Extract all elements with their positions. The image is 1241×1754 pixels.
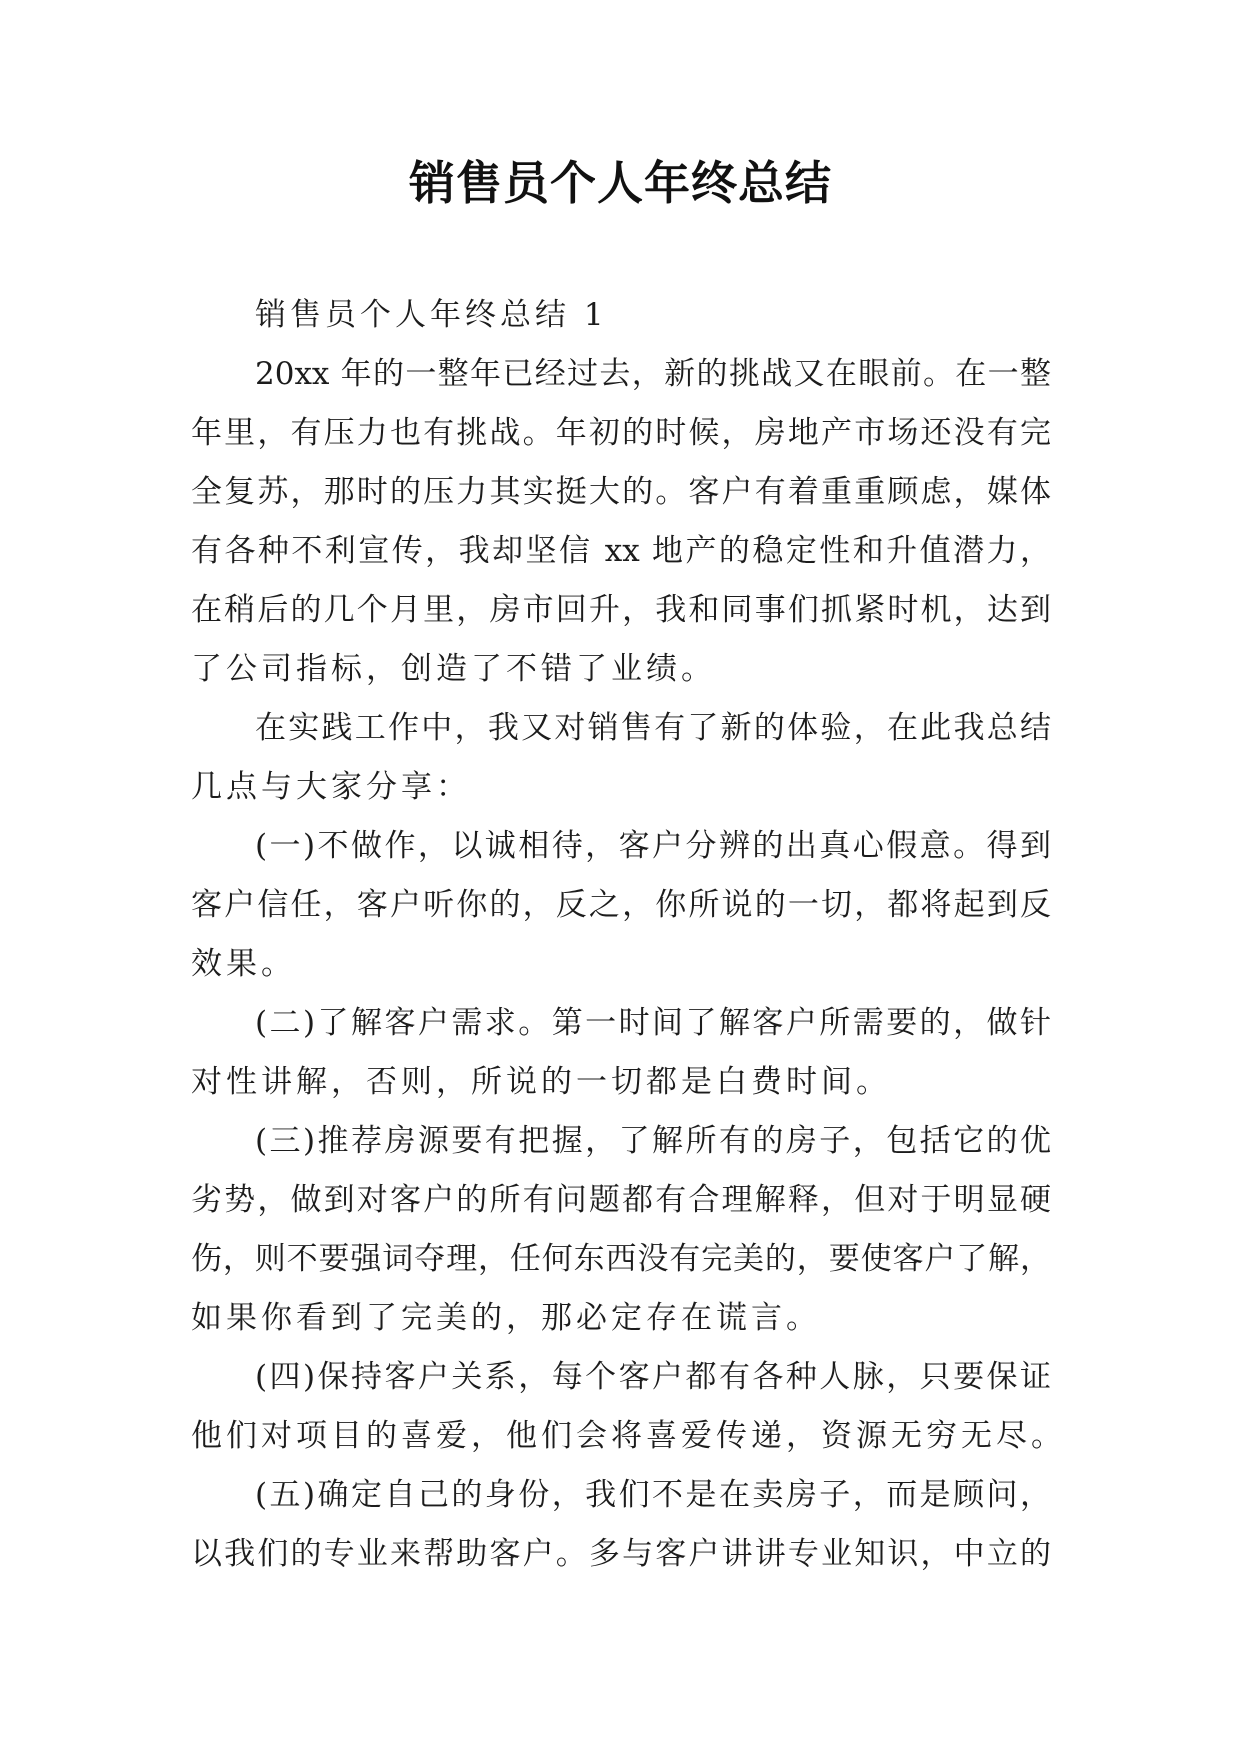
paragraph-line: 全复苏，那时的压力其实挺大的。客户有着重重顾虑，媒体 — [191, 474, 1051, 510]
paragraph-line: 在实践工作中，我又对销售有了新的体验，在此我总结 — [255, 710, 1051, 746]
document-title: 销售员个人年终总结 — [409, 156, 832, 210]
paragraph-line: 20xx 年的一整年已经过去，新的挑战又在眼前。在一整 — [255, 356, 1051, 392]
list-item-line: 对性讲解，否则，所说的一切都是白费时间。 — [191, 1064, 891, 1100]
list-item-line: (二)了解客户需求。第一时间了解客户所需要的，做针 — [255, 1005, 1051, 1041]
paragraph-line: 有各种不利宣传，我却坚信 xx 地产的稳定性和升值潜力， — [191, 533, 1051, 569]
list-item-line: (四)保持客户关系，每个客户都有各种人脉，只要保证 — [255, 1359, 1051, 1395]
list-item-line: 客户信任，客户听你的，反之，你所说的一切，都将起到反 — [191, 887, 1051, 923]
list-item-line: (五)确定自己的身份，我们不是在卖房子，而是顾问， — [255, 1477, 1051, 1513]
paragraph-line: 年里，有压力也有挑战。年初的时候，房地产市场还没有完 — [191, 415, 1051, 451]
list-item-line: (一)不做作，以诚相待，客户分辨的出真心假意。得到 — [255, 828, 1051, 864]
list-item-line: 劣势，做到对客户的所有问题都有合理解释，但对于明显硬 — [191, 1182, 1051, 1218]
list-item-line: 他们对项目的喜爱，他们会将喜爱传递，资源无穷无尽。 — [191, 1418, 1066, 1454]
list-item-line: 效果。 — [191, 946, 296, 982]
list-item-line: 如果你看到了完美的，那必定存在谎言。 — [191, 1300, 821, 1336]
list-item-line: 以我们的专业来帮助客户。多与客户讲讲专业知识，中立的 — [191, 1536, 1051, 1572]
list-item-line: (三)推荐房源要有把握，了解所有的房子，包括它的优 — [255, 1123, 1051, 1159]
paragraph-line: 在稍后的几个月里，房市回升，我和同事们抓紧时机，达到 — [191, 592, 1051, 628]
list-item-line: 伤，则不要强词夺理，任何东西没有完美的，要使客户了解， — [191, 1241, 1051, 1277]
document-body — [191, 286, 1066, 1584]
section-heading: 销售员个人年终总结 1 — [255, 297, 608, 333]
paragraph-line: 几点与大家分享： — [191, 769, 471, 805]
paragraph-line: 了公司指标，创造了不错了业绩。 — [191, 651, 716, 687]
